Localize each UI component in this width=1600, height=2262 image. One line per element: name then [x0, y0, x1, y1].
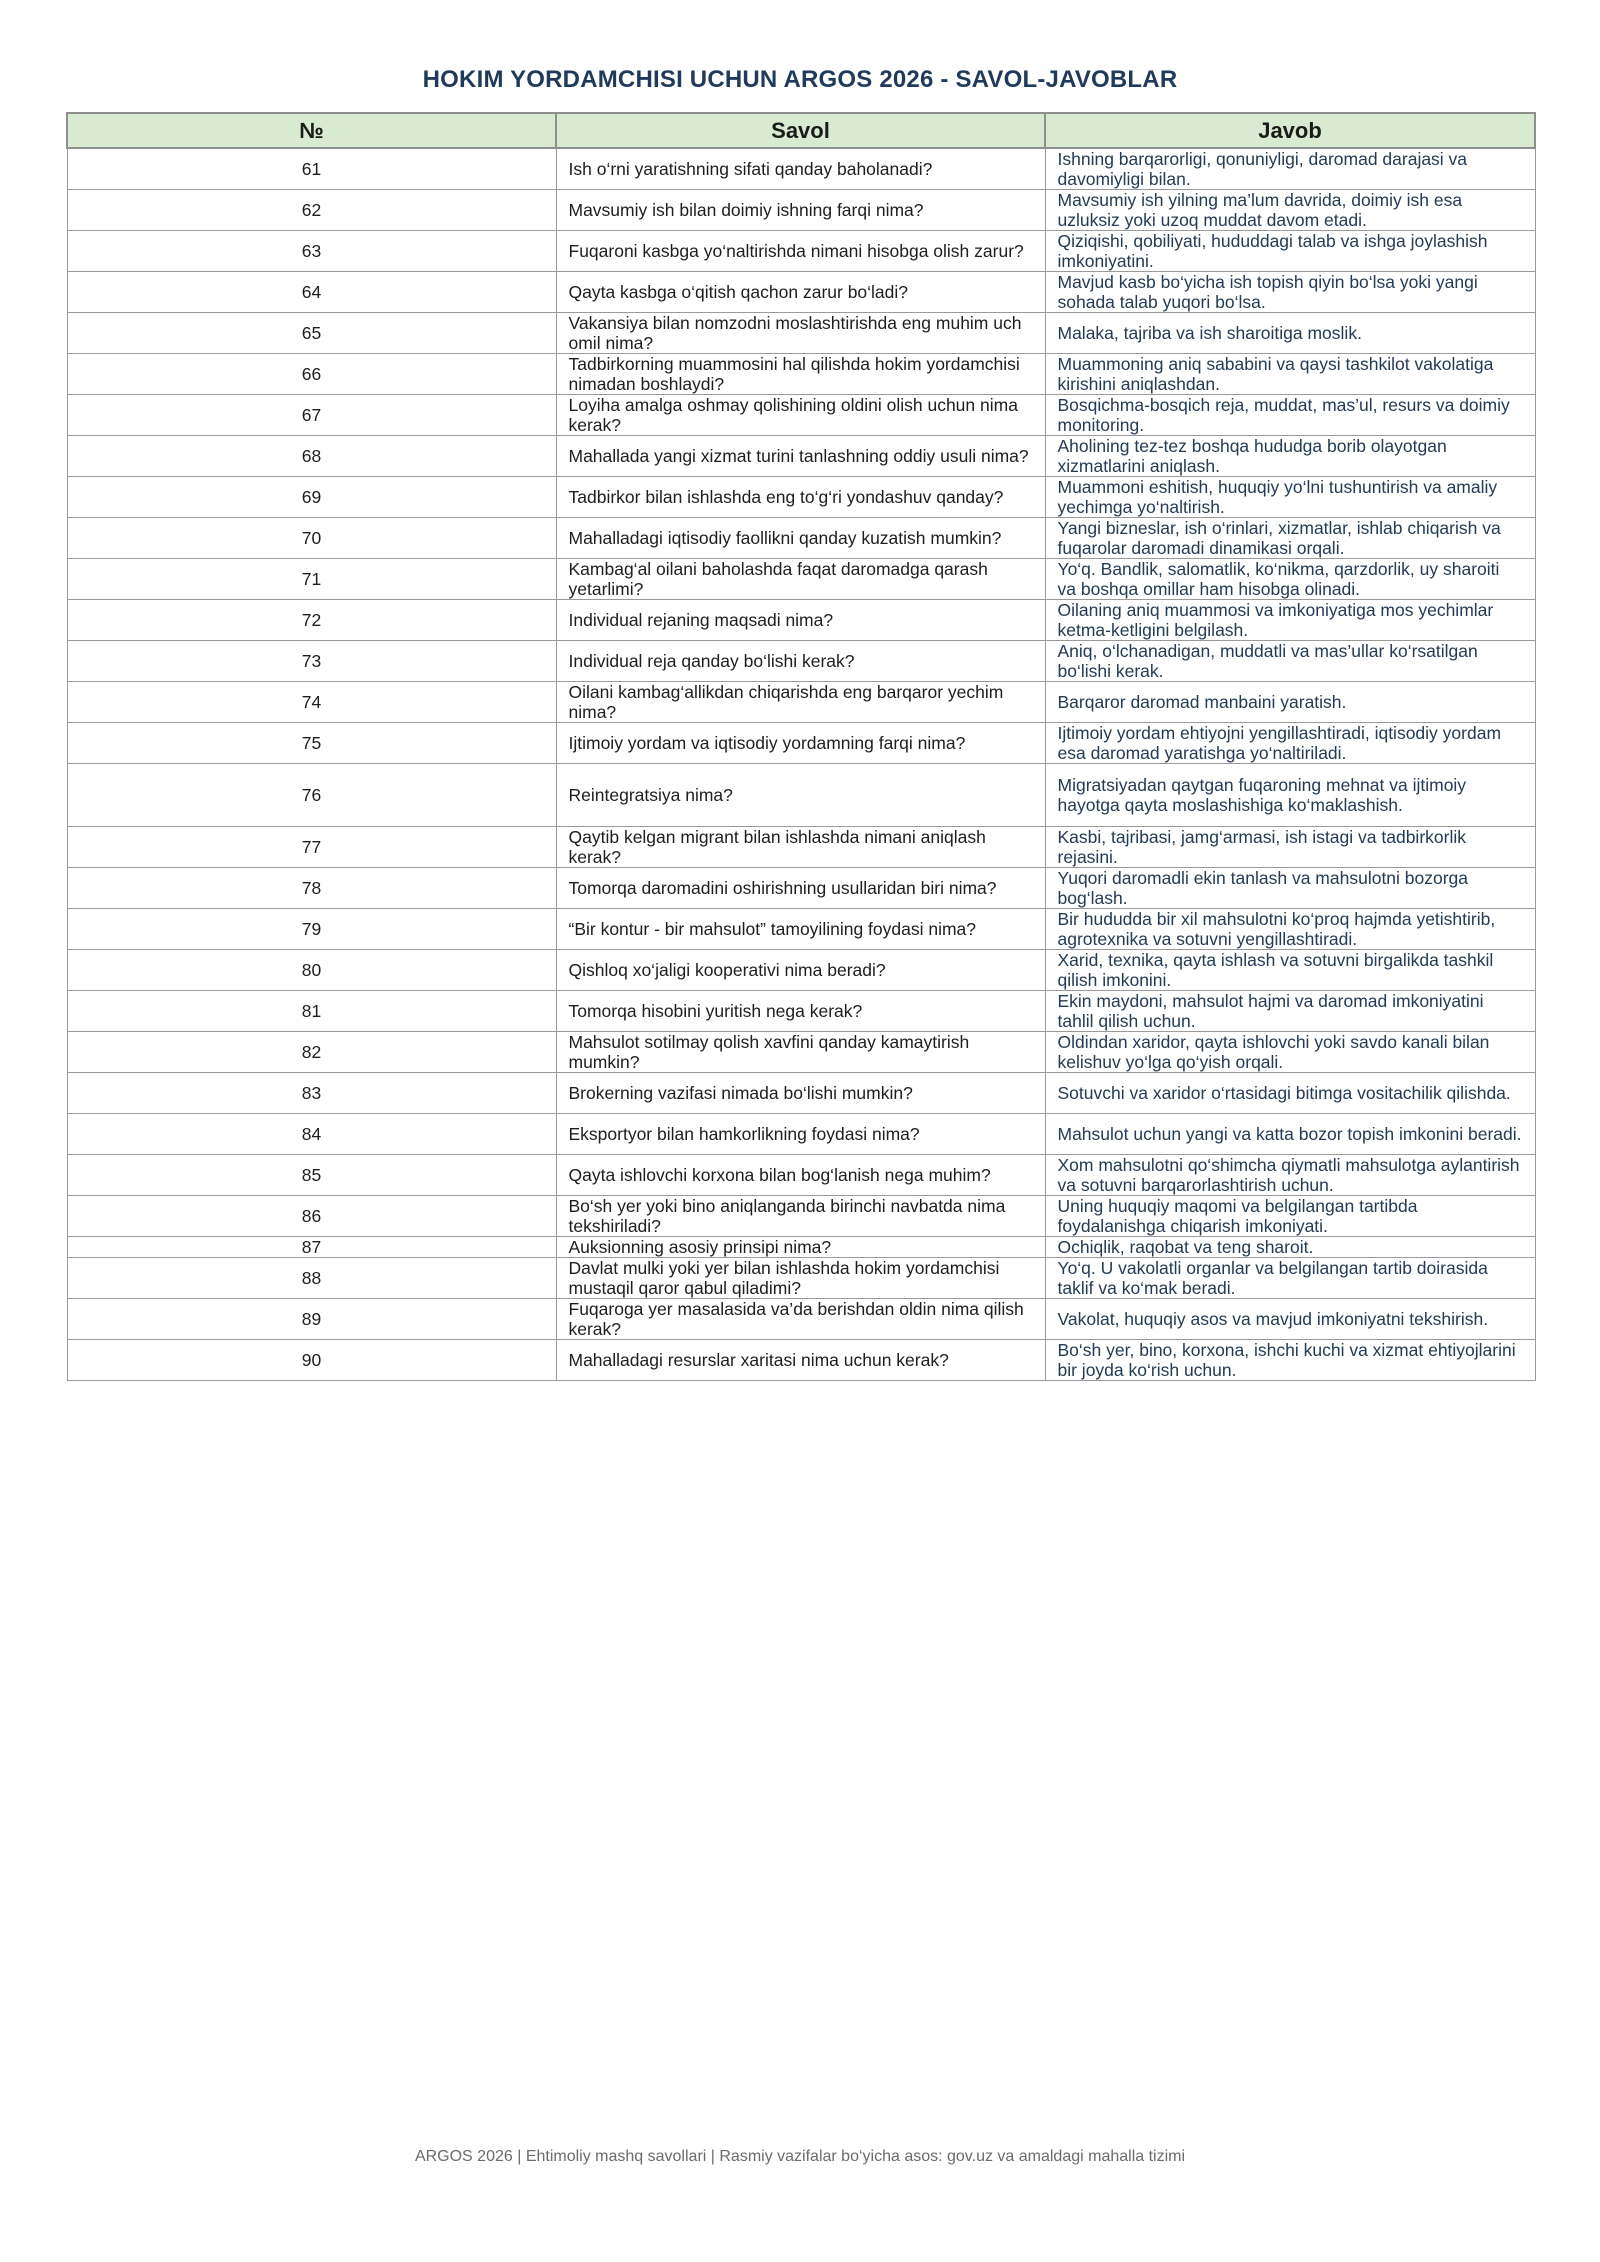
row-number: 79 [67, 909, 556, 950]
table-row [67, 231, 1535, 272]
row-answer: Ekin maydoni, mahsulot hajmi va daromad imkoniyatini tahlil qilish uchun. [1045, 991, 1535, 1032]
column-header-number: № [67, 113, 556, 148]
row-question: Qayta ishlovchi korxona bilan bog‘lanish nega muhim? [556, 1155, 1045, 1196]
row-question: Tadbirkorning muammosini hal qilishda hokim yordamchisi nimadan boshlaydi? [556, 354, 1045, 395]
row-number: 67 [67, 395, 556, 436]
row-question: Qayta kasbga o‘qitish qachon zarur bo‘ladi? [556, 272, 1045, 313]
row-answer: Yuqori daromadli ekin tanlash va mahsulotni bozorga bog‘lash. [1045, 868, 1535, 909]
qa-table [66, 112, 1536, 1381]
table-header-row [67, 113, 1535, 148]
row-number: 66 [67, 354, 556, 395]
row-answer: Xom mahsulotni qo‘shimcha qiymatli mahsulotga aylantirish va sotuvni barqarorlashtirish uchun. [1045, 1155, 1535, 1196]
row-answer: Yo‘q. Bandlik, salomatlik, ko‘nikma, qarzdorlik, uy sharoiti va boshqa omillar ham hisobga olinadi. [1045, 559, 1535, 600]
row-answer: Aniq, o‘lchanadigan, muddatli va mas’ullar ko‘rsatilgan bo‘lishi kerak. [1045, 641, 1535, 682]
row-answer: Malaka, tajriba va ish sharoitiga moslik. [1045, 313, 1535, 354]
row-question: Fuqaroni kasbga yo‘naltirishda nimani hisobga olish zarur? [556, 231, 1045, 272]
table-row [67, 764, 1535, 827]
table-row [67, 1114, 1535, 1155]
row-question: Oilani kambag‘allikdan chiqarishda eng barqaror yechim nima? [556, 682, 1045, 723]
table-row [67, 148, 1535, 190]
row-answer: Bir hududda bir xil mahsulotni ko‘proq hajmda yetishtirib, agrotexnika va sotuvni yengillashtiradi. [1045, 909, 1535, 950]
row-answer: Mavsumiy ish yilning ma’lum davrida, doimiy ish esa uzluksiz yoki uzoq muddat davom etadi. [1045, 190, 1535, 231]
row-answer: Aholining tez-tez boshqa hududga borib olayotgan xizmatlarini aniqlash. [1045, 436, 1535, 477]
table-row [67, 950, 1535, 991]
row-question: Mahsulot sotilmay qolish xavfini qanday kamaytirish mumkin? [556, 1032, 1045, 1073]
row-question: Mahalladagi resurslar xaritasi nima uchun kerak? [556, 1340, 1045, 1381]
row-question: Vakansiya bilan nomzodni moslashtirishda eng muhim uch omil nima? [556, 313, 1045, 354]
row-question: Reintegratsiya nima? [556, 764, 1045, 827]
table-body [67, 148, 1535, 1381]
row-answer: Oilaning aniq muammosi va imkoniyatiga mos yechimlar ketma-ketligini belgilash. [1045, 600, 1535, 641]
row-number: 76 [67, 764, 556, 827]
row-question: Tadbirkor bilan ishlashda eng to‘g‘ri yondashuv qanday? [556, 477, 1045, 518]
row-number: 63 [67, 231, 556, 272]
row-question: Individual rejaning maqsadi nima? [556, 600, 1045, 641]
row-answer: Ishning barqarorligi, qonuniyligi, daromad darajasi va davomiyligi bilan. [1045, 148, 1535, 190]
row-number: 88 [67, 1258, 556, 1299]
row-question: Mahalladagi iqtisodiy faollikni qanday kuzatish mumkin? [556, 518, 1045, 559]
row-answer: Bosqichma-bosqich reja, muddat, mas’ul, resurs va doimiy monitoring. [1045, 395, 1535, 436]
row-number: 80 [67, 950, 556, 991]
row-number: 71 [67, 559, 556, 600]
row-question: Loyiha amalga oshmay qolishining oldini olish uchun nima kerak? [556, 395, 1045, 436]
row-answer: Muammoni eshitish, huquqiy yo‘lni tushuntirish va amaliy yechimga yo‘naltirish. [1045, 477, 1535, 518]
row-answer: Xarid, texnika, qayta ishlash va sotuvni birgalikda tashkil qilish imkonini. [1045, 950, 1535, 991]
row-question: Kambag‘al oilani baholashda faqat daromadga qarash yetarlimi? [556, 559, 1045, 600]
table-row [67, 559, 1535, 600]
row-question: Auksionning asosiy prinsipi nima? [556, 1237, 1045, 1258]
row-answer: Bo‘sh yer, bino, korxona, ishchi kuchi va xizmat ehtiyojlarini bir joyda ko‘rish uchun. [1045, 1340, 1535, 1381]
column-header-answer: Javob [1045, 113, 1535, 148]
row-answer: Yo‘q. U vakolatli organlar va belgilangan tartib doirasida taklif va ko‘mak beradi. [1045, 1258, 1535, 1299]
row-number: 89 [67, 1299, 556, 1340]
table-row [67, 395, 1535, 436]
row-number: 64 [67, 272, 556, 313]
row-answer: Vakolat, huquqiy asos va mavjud imkoniyatni tekshirish. [1045, 1299, 1535, 1340]
row-answer: Uning huquqiy maqomi va belgilangan tartibda foydalanishga chiqarish imkoniyati. [1045, 1196, 1535, 1237]
row-number: 86 [67, 1196, 556, 1237]
table-row [67, 868, 1535, 909]
row-question: “Bir kontur - bir mahsulot” tamoyilining foydasi nima? [556, 909, 1045, 950]
table-row [67, 477, 1535, 518]
table-row [67, 1032, 1535, 1073]
page-title: HOKIM YORDAMCHISI UCHUN ARGOS 2026 - SAVOL-JAVOBLAR [422, 66, 1178, 93]
table-row [67, 1155, 1535, 1196]
row-number: 78 [67, 868, 556, 909]
row-question: Bo‘sh yer yoki bino aniqlanganda birinchi navbatda nima tekshiriladi? [556, 1196, 1045, 1237]
row-question: Mavsumiy ish bilan doimiy ishning farqi nima? [556, 190, 1045, 231]
table-row [67, 518, 1535, 559]
row-answer: Mavjud kasb bo‘yicha ish topish qiyin bo‘lsa yoki yangi sohada talab yuqori bo‘lsa. [1045, 272, 1535, 313]
row-answer: Muammoning aniq sababini va qaysi tashkilot vakolatiga kirishini aniqlashdan. [1045, 354, 1535, 395]
row-number: 87 [67, 1237, 556, 1258]
row-question: Fuqaroga yer masalasida va’da berishdan oldin nima qilish kerak? [556, 1299, 1045, 1340]
row-number: 81 [67, 991, 556, 1032]
row-number: 90 [67, 1340, 556, 1381]
table-row [67, 1073, 1535, 1114]
row-number: 65 [67, 313, 556, 354]
row-answer: Ijtimoiy yordam ehtiyojni yengillashtiradi, iqtisodiy yordam esa daromad yaratishga yo‘naltiriladi. [1045, 723, 1535, 764]
row-number: 82 [67, 1032, 556, 1073]
row-question: Individual reja qanday bo‘lishi kerak? [556, 641, 1045, 682]
row-question: Brokerning vazifasi nimada bo‘lishi mumkin? [556, 1073, 1045, 1114]
row-number: 75 [67, 723, 556, 764]
row-number: 85 [67, 1155, 556, 1196]
row-number: 70 [67, 518, 556, 559]
row-number: 84 [67, 1114, 556, 1155]
row-answer: Sotuvchi va xaridor o‘rtasidagi bitimga vositachilik qilishda. [1045, 1073, 1535, 1114]
row-number: 69 [67, 477, 556, 518]
row-question: Tomorqa hisobini yuritish nega kerak? [556, 991, 1045, 1032]
table-row [67, 190, 1535, 231]
row-question: Ish o‘rni yaratishning sifati qanday baholanadi? [556, 148, 1045, 190]
row-question: Eksportyor bilan hamkorlikning foydasi nima? [556, 1114, 1045, 1155]
table-row [67, 682, 1535, 723]
row-number: 83 [67, 1073, 556, 1114]
row-answer: Mahsulot uchun yangi va katta bozor topish imkonini beradi. [1045, 1114, 1535, 1155]
row-number: 74 [67, 682, 556, 723]
table-row [67, 1340, 1535, 1381]
row-number: 73 [67, 641, 556, 682]
table-row [67, 313, 1535, 354]
row-number: 68 [67, 436, 556, 477]
table-row [67, 723, 1535, 764]
row-number: 61 [67, 148, 556, 190]
row-answer: Migratsiyadan qaytgan fuqaroning mehnat va ijtimoiy hayotga qayta moslashishiga ko‘maklashish. [1045, 764, 1535, 827]
table-row [67, 1196, 1535, 1237]
row-answer: Kasbi, tajribasi, jamg‘armasi, ish istagi va tadbirkorlik rejasini. [1045, 827, 1535, 868]
table-row [67, 1237, 1535, 1258]
table-row [67, 909, 1535, 950]
table-row [67, 827, 1535, 868]
table-row [67, 1258, 1535, 1299]
table-row [67, 641, 1535, 682]
row-answer: Barqaror daromad manbaini yaratish. [1045, 682, 1535, 723]
table-row [67, 354, 1535, 395]
row-question: Davlat mulki yoki yer bilan ishlashda hokim yordamchisi mustaqil qaror qabul qiladimi? [556, 1258, 1045, 1299]
row-question: Tomorqa daromadini oshirishning usullaridan biri nima? [556, 868, 1045, 909]
row-number: 72 [67, 600, 556, 641]
row-question: Ijtimoiy yordam va iqtisodiy yordamning farqi nima? [556, 723, 1045, 764]
table-row [67, 436, 1535, 477]
table-row [67, 272, 1535, 313]
table-row [67, 1299, 1535, 1340]
row-answer: Ochiqlik, raqobat va teng sharoit. [1045, 1237, 1535, 1258]
row-answer: Oldindan xaridor, qayta ishlovchi yoki savdo kanali bilan kelishuv yo‘lga qo‘yish orqali. [1045, 1032, 1535, 1073]
row-answer: Yangi bizneslar, ish o‘rinlari, xizmatlar, ishlab chiqarish va fuqarolar daromadi dinamikasi orqali. [1045, 518, 1535, 559]
row-number: 62 [67, 190, 556, 231]
page-footer: ARGOS 2026 | Ehtimoliy mashq savollari | Rasmiy vazifalar bo‘yicha asos: gov.uz va amaldagi mahalla tizimi [414, 2148, 1186, 2165]
table-row [67, 600, 1535, 641]
row-number: 77 [67, 827, 556, 868]
row-question: Qishloq xo‘jaligi kooperativi nima beradi? [556, 950, 1045, 991]
column-header-question: Savol [556, 113, 1045, 148]
row-question: Mahallada yangi xizmat turini tanlashning oddiy usuli nima? [556, 436, 1045, 477]
row-question: Qaytib kelgan migrant bilan ishlashda nimani aniqlash kerak? [556, 827, 1045, 868]
table-row [67, 991, 1535, 1032]
row-answer: Qiziqishi, qobiliyati, hududdagi talab va ishga joylashish imkoniyatini. [1045, 231, 1535, 272]
